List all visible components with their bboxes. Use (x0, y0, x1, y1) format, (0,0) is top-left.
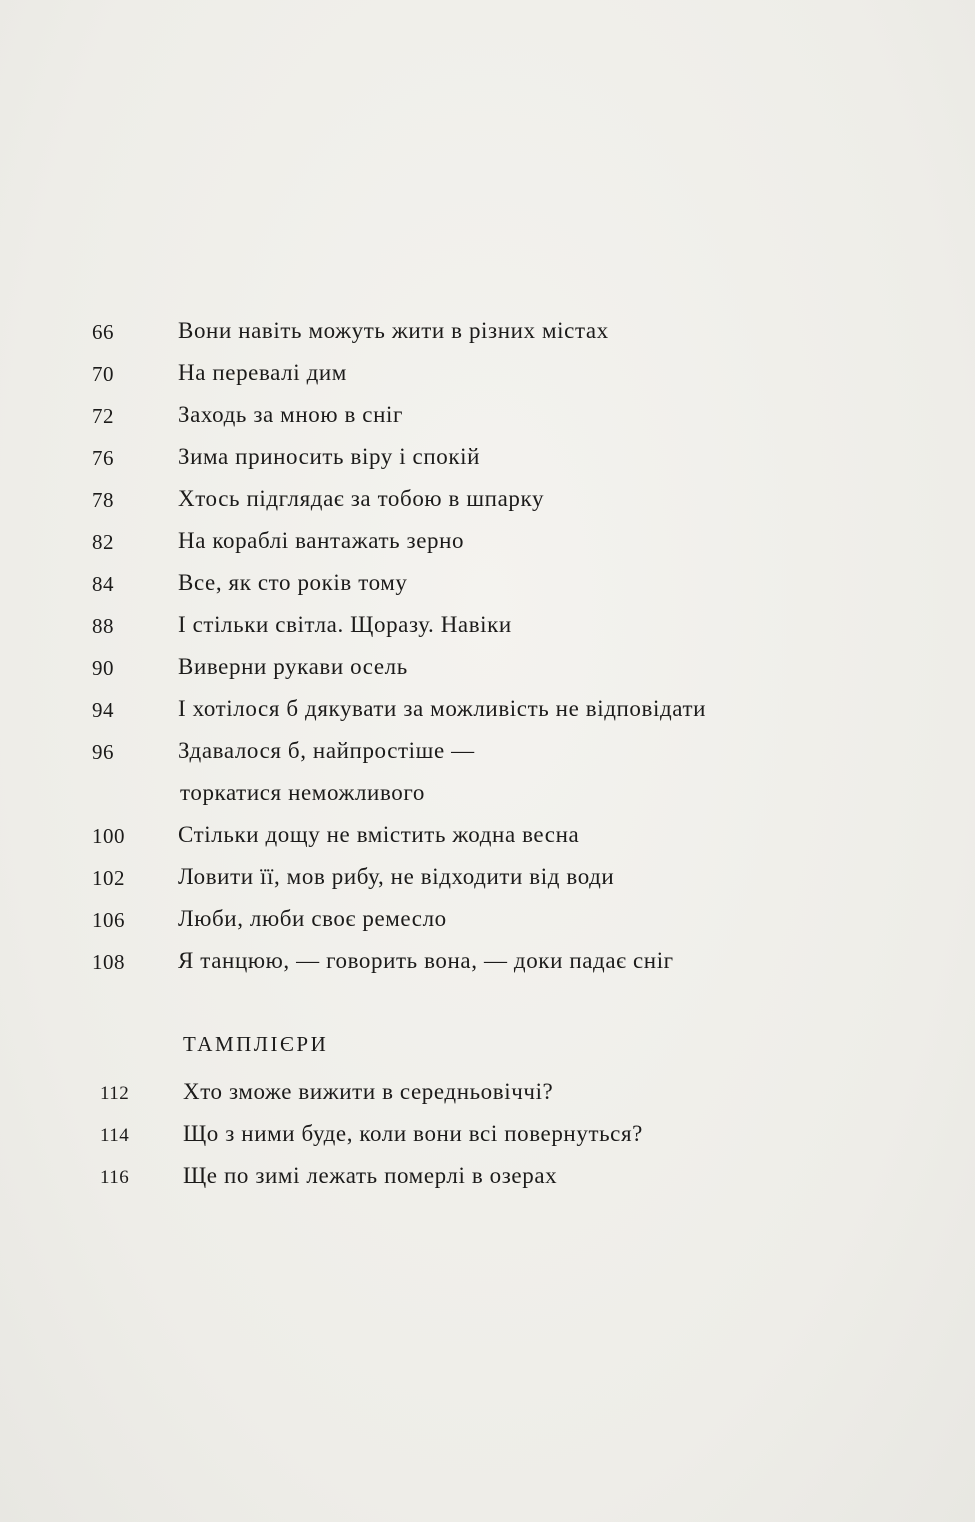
entry-title: На кораблі вантажать зерно (178, 528, 465, 553)
entry-title: Здавалося б, найпростіше — (178, 738, 475, 763)
page-number: 90 (92, 656, 114, 680)
page-number: 76 (92, 446, 114, 470)
page-number: 112 (100, 1083, 130, 1104)
toc-entry (0, 1073, 975, 1115)
toc-entry (0, 1115, 975, 1157)
page-number: 106 (92, 908, 125, 932)
toc-entry (0, 564, 975, 606)
toc-entry (0, 942, 975, 984)
entry-title: Ловити її, мов рибу, не відходити від води (178, 864, 615, 889)
toc-entry (0, 900, 975, 942)
entry-title: І хотілося б дякувати за можливість не відповідати (178, 696, 707, 721)
toc-entry (0, 858, 975, 900)
toc-entry (0, 690, 975, 732)
page-number: 66 (92, 320, 114, 344)
page-number: 78 (92, 488, 114, 512)
entry-title: Ще по зимі лежать померлі в озерах (183, 1163, 558, 1188)
entry-title: Все, як сто років тому (178, 570, 408, 595)
page-number: 70 (92, 362, 114, 386)
toc-entry (0, 354, 975, 396)
entry-title: На перевалі дим (178, 360, 347, 385)
entry-title: Хтось підглядає за тобою в шпарку (178, 486, 545, 511)
toc-entry (0, 1157, 975, 1199)
page-number: 102 (92, 866, 125, 890)
section-contents (0, 1073, 975, 1199)
toc-entry (0, 396, 975, 438)
page-number: 96 (92, 740, 114, 764)
entry-title: Люби, люби своє ремесло (178, 906, 447, 931)
toc-entry (0, 816, 975, 858)
entry-title: Стільки дощу не вмістить жодна весна (178, 822, 580, 847)
section-heading: ТАМПЛІЄРИ (183, 1032, 329, 1056)
toc-entry (0, 606, 975, 648)
page-number: 72 (92, 404, 114, 428)
entry-title: Вони навіть можуть жити в різних містах (178, 318, 609, 343)
toc-entry (0, 648, 975, 690)
entry-title: Заходь за мною в сніг (178, 402, 404, 427)
page-number: 82 (92, 530, 114, 554)
entry-title: Хто зможе вижити в середньовіччі? (183, 1079, 554, 1104)
toc-entry (0, 732, 975, 774)
entry-title: Зима приносить віру і спокій (178, 444, 481, 469)
toc-entry-continuation (0, 774, 975, 816)
entry-title: Виверни рукави осель (178, 654, 408, 679)
page-number: 94 (92, 698, 114, 722)
page-number: 100 (92, 824, 125, 848)
toc-entry (0, 522, 975, 564)
toc-entry (0, 312, 975, 354)
entry-title: торкатися неможливого (180, 780, 425, 805)
page-number: 116 (100, 1167, 130, 1188)
page-number: 114 (100, 1125, 130, 1146)
page-number: 108 (92, 950, 125, 974)
page-number: 88 (92, 614, 114, 638)
page-number: 84 (92, 572, 114, 596)
entry-title: І стільки світла. Щоразу. Навіки (178, 612, 512, 637)
entry-title: Я танцюю, — говорить вона, — доки падає сніг (178, 948, 674, 973)
toc-entry (0, 480, 975, 522)
entry-title: Що з ними буде, коли вони всі повернуться? (183, 1121, 643, 1146)
table-of-contents (0, 312, 975, 984)
toc-entry (0, 438, 975, 480)
